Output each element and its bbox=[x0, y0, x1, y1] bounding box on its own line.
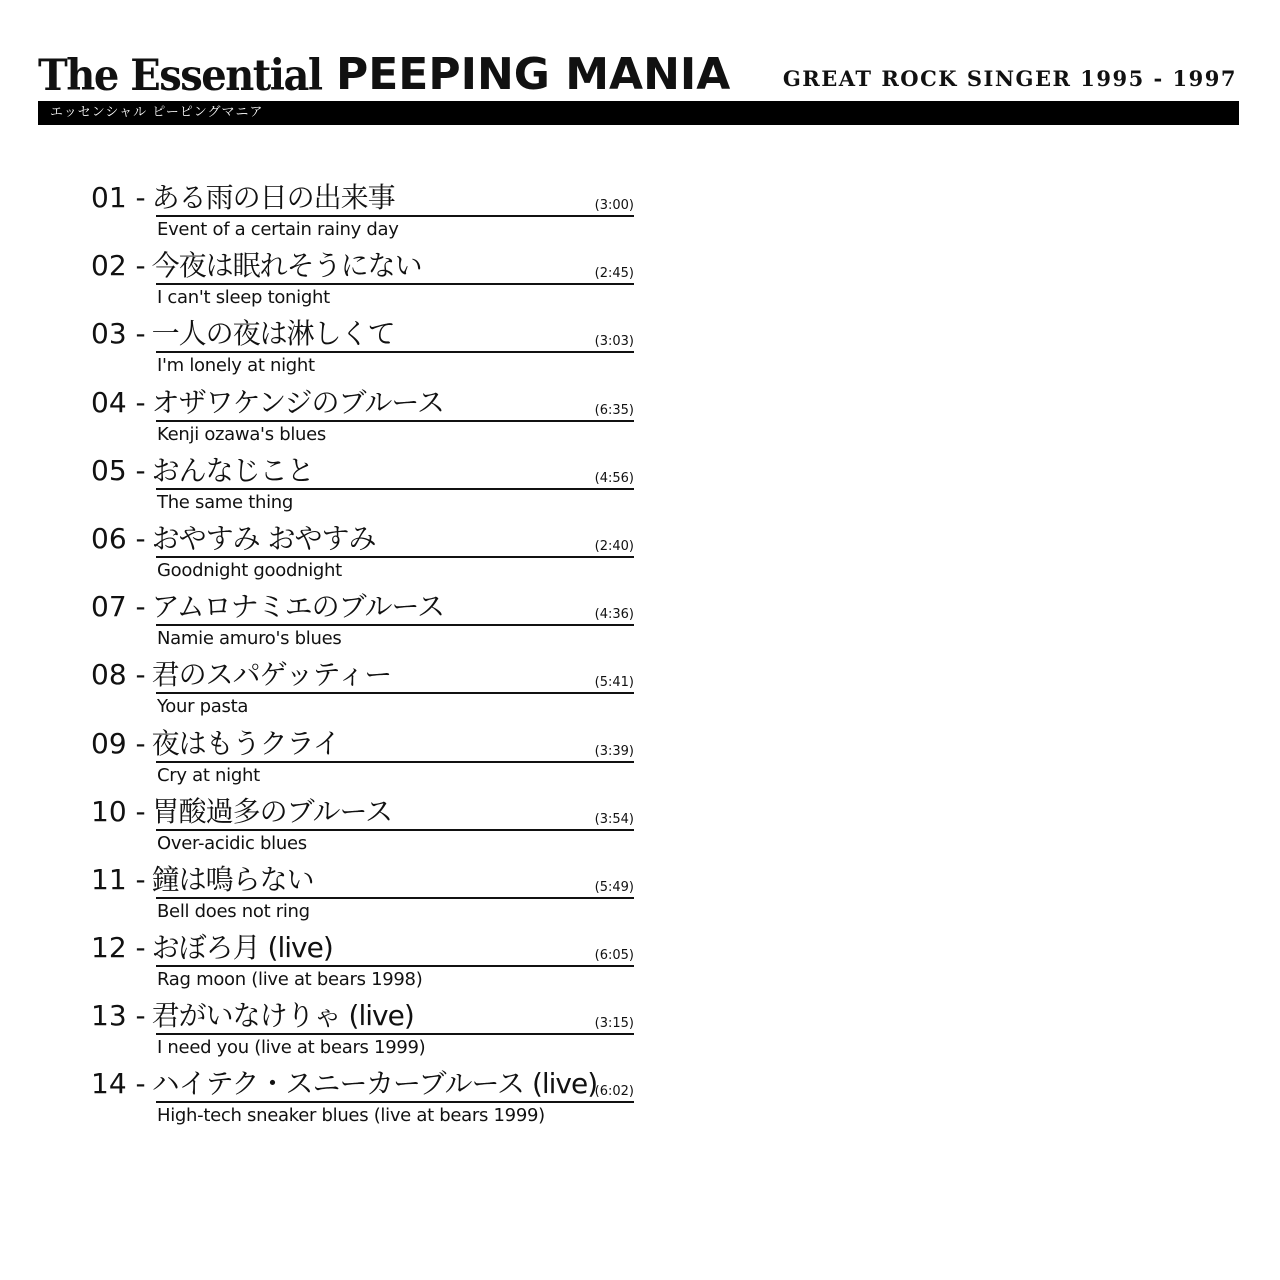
track-row bbox=[91, 724, 651, 792]
track-underline bbox=[156, 624, 634, 626]
track-title: おぼろ月 (live) bbox=[151, 931, 333, 965]
track-row bbox=[91, 383, 651, 451]
track-number: 08 - bbox=[91, 658, 146, 692]
track-row bbox=[91, 792, 651, 860]
track-duration: (3:54) bbox=[594, 811, 634, 827]
track-number: 14 - bbox=[91, 1067, 146, 1101]
track-number: 01 - bbox=[91, 181, 146, 214]
track-title: ある雨の日の出来事 bbox=[151, 181, 395, 214]
track-duration: (6:05) bbox=[594, 948, 634, 964]
track-row bbox=[91, 451, 651, 519]
track-english-title: Namie amuro's blues bbox=[157, 628, 342, 650]
track-duration: (3:39) bbox=[594, 743, 634, 759]
track-duration: (2:40) bbox=[594, 538, 634, 554]
track-number: 11 - bbox=[91, 862, 146, 896]
track-english-title: I can't sleep tonight bbox=[157, 287, 330, 309]
track-underline bbox=[156, 761, 634, 763]
track-english-title: The same thing bbox=[157, 491, 294, 513]
track-underline bbox=[156, 692, 634, 694]
subtitle: GREAT ROCK SINGER 1995 - 1997 bbox=[782, 66, 1237, 91]
track-underline bbox=[156, 420, 634, 422]
track-row bbox=[91, 519, 651, 587]
track-english-title: Event of a certain rainy day bbox=[157, 219, 399, 240]
track-underline bbox=[156, 965, 634, 967]
track-number: 07 - bbox=[91, 590, 146, 624]
track-title: オザワケンジのブルース bbox=[151, 385, 445, 419]
track-duration: (5:49) bbox=[594, 879, 634, 895]
track-english-title: I'm lonely at night bbox=[157, 355, 315, 377]
track-title: アムロナミエのブルース bbox=[151, 590, 445, 624]
track-title: 今夜は眠れそうにない bbox=[151, 249, 422, 283]
track-underline bbox=[156, 1033, 634, 1035]
track-underline bbox=[156, 283, 634, 285]
track-number: 06 - bbox=[91, 521, 146, 555]
kana-title: エッセンシャル ピーピングマニア bbox=[50, 105, 264, 120]
track-list bbox=[91, 178, 651, 1133]
track-row bbox=[91, 1064, 651, 1132]
track-row bbox=[91, 860, 651, 928]
track-underline bbox=[156, 215, 634, 217]
track-duration: (4:56) bbox=[594, 470, 634, 486]
track-title: 胃酸過多のブルース bbox=[151, 794, 393, 828]
track-row bbox=[91, 996, 651, 1064]
track-number: 04 - bbox=[91, 385, 146, 419]
track-english-title: Cry at night bbox=[157, 764, 260, 786]
track-row bbox=[91, 246, 651, 314]
track-english-title: High-tech sneaker blues (live at bears 1999) bbox=[157, 1105, 545, 1127]
track-number: 12 - bbox=[91, 931, 146, 965]
track-title: おんなじこと bbox=[151, 453, 314, 487]
track-title: 君がいなけりゃ (live) bbox=[151, 999, 414, 1033]
track-duration: (4:36) bbox=[594, 607, 634, 623]
track-number: 09 - bbox=[91, 726, 146, 760]
track-title: 君のスパゲッティー bbox=[151, 658, 392, 692]
track-underline bbox=[156, 1101, 634, 1103]
track-english-title: Bell does not ring bbox=[157, 900, 310, 922]
track-underline bbox=[156, 556, 634, 558]
track-title: 鐘は鳴らない bbox=[151, 862, 314, 896]
track-underline bbox=[156, 829, 634, 831]
track-english-title: I need you (live at bears 1999) bbox=[157, 1037, 426, 1059]
track-english-title: Rag moon (live at bears 1998) bbox=[157, 969, 423, 991]
track-number: 03 - bbox=[91, 317, 146, 351]
track-title: 夜はもうクライ bbox=[151, 726, 340, 760]
track-row bbox=[91, 587, 651, 655]
track-duration: (3:00) bbox=[594, 198, 634, 213]
track-row bbox=[91, 314, 651, 382]
track-title: 一人の夜は淋しくて bbox=[151, 317, 395, 351]
track-number: 05 - bbox=[91, 453, 146, 487]
title-main: PEEPING MANIA bbox=[336, 49, 731, 100]
track-number: 10 - bbox=[91, 794, 146, 828]
track-duration: (6:35) bbox=[594, 402, 634, 418]
track-duration: (5:41) bbox=[594, 675, 634, 691]
title-prefix: The Essential bbox=[38, 49, 322, 101]
kana-bar bbox=[38, 101, 1239, 125]
track-row bbox=[91, 928, 651, 996]
track-duration: (3:03) bbox=[594, 334, 634, 350]
track-english-title: Your pasta bbox=[157, 696, 249, 718]
track-english-title: Over-acidic blues bbox=[157, 832, 307, 854]
track-row bbox=[91, 655, 651, 723]
track-duration: (6:02) bbox=[594, 1084, 634, 1100]
track-english-title: Kenji ozawa's blues bbox=[157, 423, 326, 445]
track-underline bbox=[156, 488, 634, 490]
track-title: おやすみ おやすみ bbox=[151, 521, 376, 555]
track-underline bbox=[156, 897, 634, 899]
track-underline bbox=[156, 351, 634, 353]
header bbox=[38, 50, 1239, 126]
track-number: 13 - bbox=[91, 999, 146, 1033]
track-number: 02 - bbox=[91, 249, 146, 283]
track-duration: (3:15) bbox=[594, 1016, 634, 1032]
track-row bbox=[91, 178, 651, 246]
track-duration: (2:45) bbox=[594, 266, 634, 282]
track-english-title: Goodnight goodnight bbox=[157, 559, 342, 581]
track-title: ハイテク・スニーカーブルース (live) bbox=[151, 1067, 598, 1101]
